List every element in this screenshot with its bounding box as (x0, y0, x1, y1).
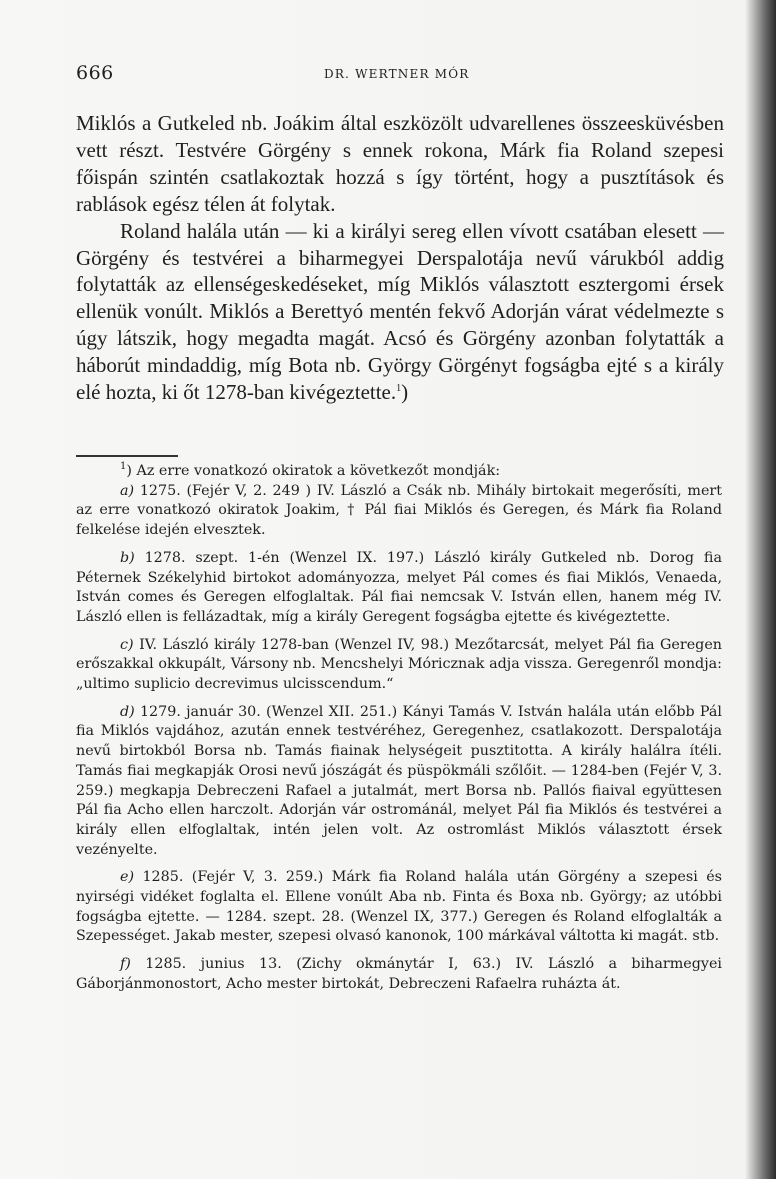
footnote-reference: 1 (396, 383, 402, 395)
footnote-item-d (76, 703, 722, 861)
paragraph-2-text: Roland halála után — ki a királyi sereg ellen vívott csatában elesett — Görgény és testvérei a biharmegyei Derspalotája nevű várukból addig folytatták az ellenségeskedéseket, míg Miklós választott esztergomi érsek ellenük vonúlt. Miklós a Berettyó mentén fekvő Adorján várat védelmezte s úgy látszik, hogy megadta magát. Acsó és Görgény azonban folytatták a háborút mindaddig, míg Bota nb. György Görgényt fogságba ejté s a király elé hozta, ki őt 1278-ban kivégeztette. (76, 218, 724, 405)
page-number: 666 (76, 62, 114, 84)
footnote-item-a (76, 482, 722, 541)
footnotes (76, 462, 722, 995)
footnote-mark: 1 (120, 461, 127, 473)
running-head: DR. WERTNER MÓR (324, 67, 470, 81)
footnote-intro (76, 462, 722, 482)
page-header (76, 62, 728, 86)
footnote-label: e) (120, 869, 135, 886)
footnote-label: d) (120, 703, 135, 720)
footnote-item-c (76, 636, 722, 695)
body-text (76, 110, 724, 406)
footnote-item-b (76, 549, 722, 628)
footnote-text: 1285. junius 13. (Zichy okmánytár I, 63.) IV. László a biharmegyei Gáborjánmonostort, Acho mester birtokát, Debreczeni Rafaelra ruházta át. (76, 956, 722, 992)
footnote-text: 1279. január 30. (Wenzel XII. 251.) Kányi Tamás V. István halála után előbb Pál fia Miklós vajdához, azután ennek testvéréhez, Geregenhez, csatlakozott. Derspalotája nevű birtokból Borsa nb. Tamás fiainak helységeit pusztitotta. A király halálra ítéli. Tamás fiai megkapják Orosi nevű jószágát és püspökmáli szőlőit. — 1284-ben (Fejér V, 3. 259.) megkapja Debreczeni Rafael a jutalmát, mert Borsa nb. Pallós fiaival együttesen Pál fia Acho ellen harczolt. Adorján vár ostrománál, melyet Pál fia Miklós és testvérei a király ellen elfoglaltak, intén jelen volt. Az ostromlást Miklós választott érsek vezényelte. (76, 703, 722, 858)
footnote-intro-text: ) Az erre vonatkozó okiratok a következőt mondják: (126, 463, 501, 479)
footnote-label: b) (120, 549, 135, 566)
footnote-label: a) (120, 482, 135, 499)
paragraph-2 (76, 218, 724, 406)
footnote-item-e (76, 868, 722, 947)
footnote-text: 1275. (Fejér V, 2. 249 ) IV. László a Csák nb. Mihály birtokait megerősíti, mert az erre vonatkozó okiratok Joakim, † Pál fiai Miklós és Geregen, és Márk fia Roland felkelése idején elvesztek. (76, 482, 722, 539)
footnote-label: c) (120, 636, 134, 653)
paragraph-1: Miklós a Gutkeled nb. Joákim által eszközölt udvarellenes összeesküvésben vett részt. Testvére Görgény s ennek rokona, Márk fia Roland szepesi főispán szintén csatlakoztak hozzá s így történt, hogy a pusztítások és rablások egész télen át folytak. (76, 111, 724, 216)
footnote-item-f (76, 955, 722, 994)
footnote-text: 1278. szept. 1-én (Wenzel IX. 197.) László király Gutkeled nb. Dorog fia Péternek Székelyhid birtokot adományozza, melyet Pál comes és fiai Miklós, Venaeda, István comes és Geregen elfoglaltak. Pál fiai nemcsak V. István ellen, hanem még IV. László ellen is fellázadtak, míg a király Geregent fogságba ejtette és kivégeztette. (76, 549, 722, 625)
footnote-label: f) (120, 956, 131, 973)
footnote-text: IV. László király 1278-ban (Wenzel IV, 98.) Mezőtarcsát, melyet Pál fia Geregen erőszakkal okkupált, Vársony nb. Mencshelyi Móricznak adja vissza. Geregenről mondja: „ultimo suplicio decrevimus ulcisscendum.“ (76, 636, 722, 693)
footnote-separator-rule (76, 455, 178, 457)
footnote-reference-close: ) (401, 380, 409, 405)
footnote-text: 1285. (Fejér V, 3. 259.) Márk fia Roland halála után Görgény a szepesi és nyirségi vidéket foglalta el. Ellene vonúlt Aba nb. Finta és Boxa nb. György; az utóbbi fogságba ejtette. — 1284. szept. 28. (Wenzel IX, 377.) Geregen és Roland elfoglalták a Szepességet. Jakab mester, szepesi olvasó kanonok, 100 márkával váltotta ki magát. stb. (76, 869, 722, 945)
